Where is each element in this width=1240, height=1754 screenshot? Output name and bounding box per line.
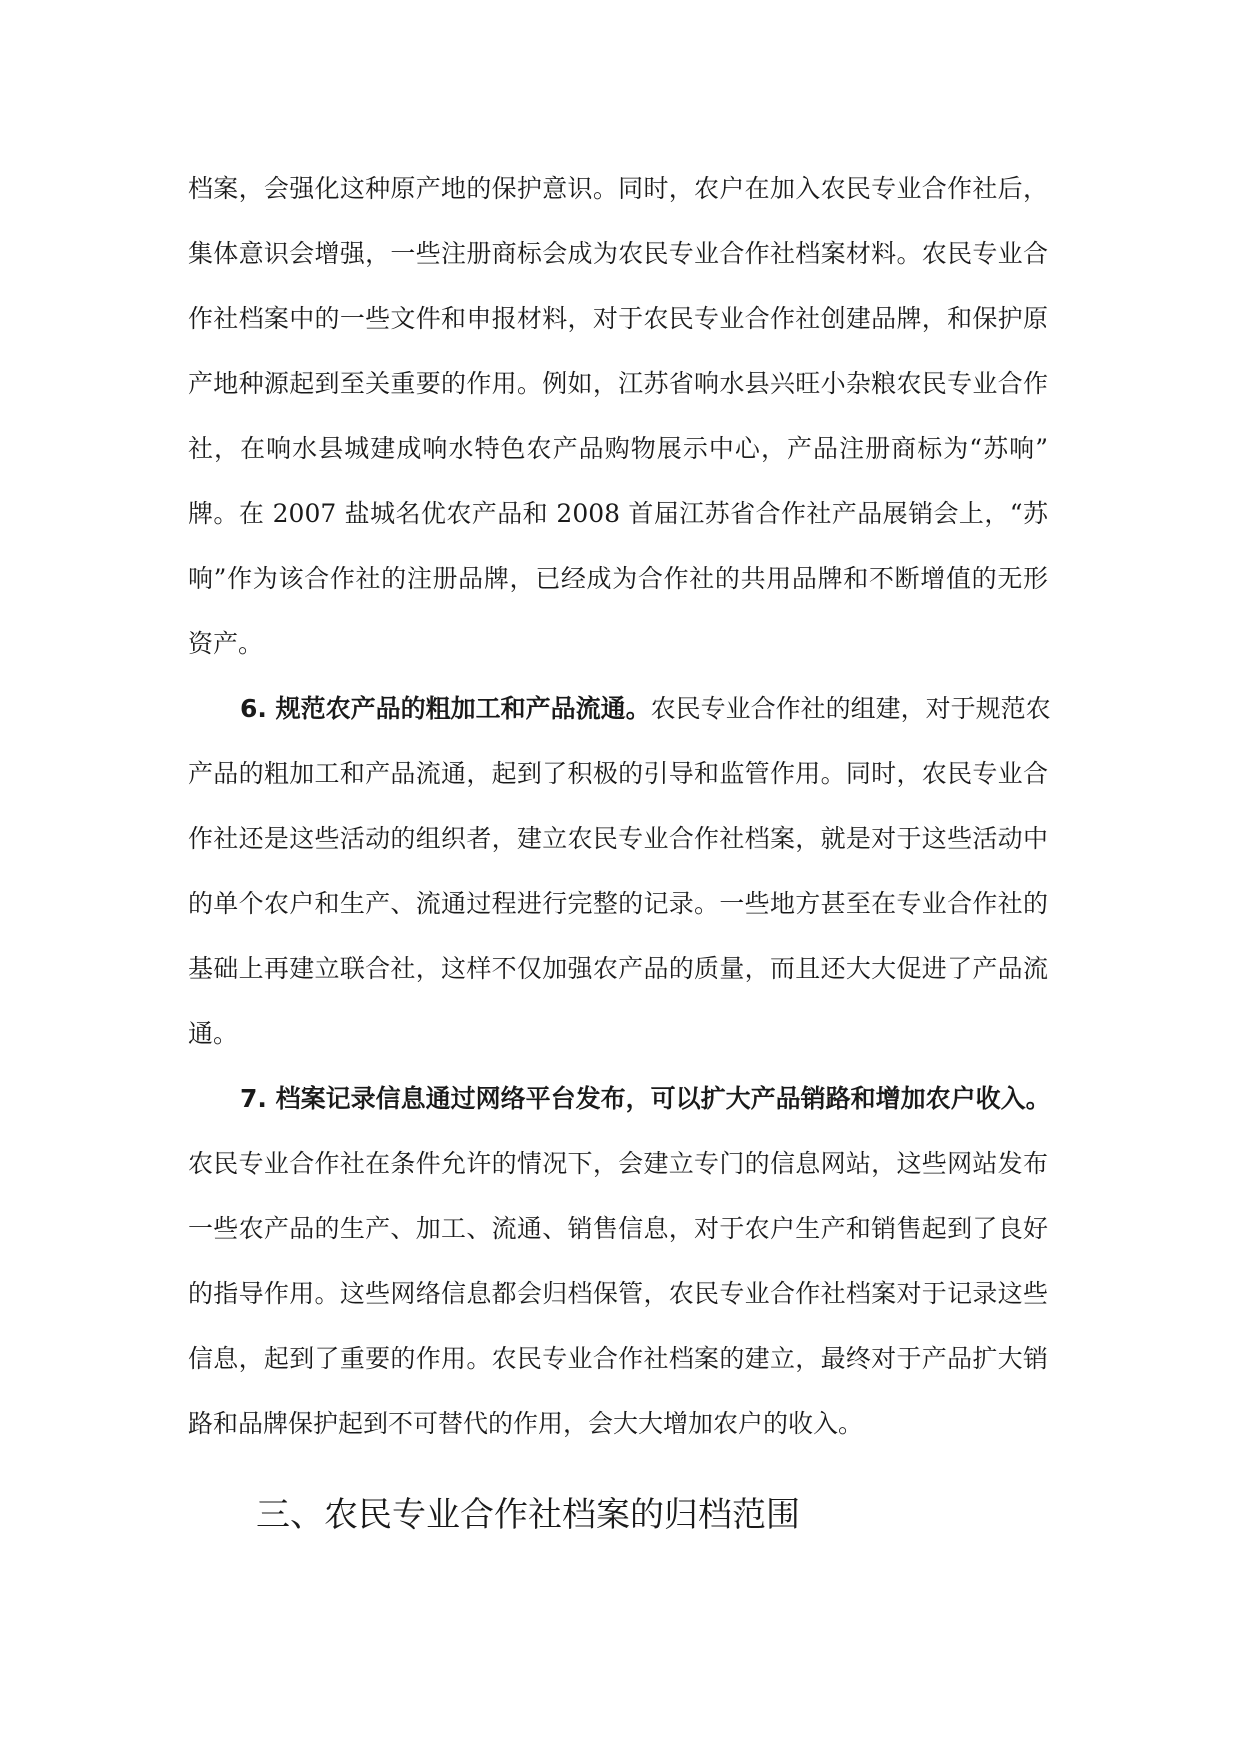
para1-line-2: 集体意识会增强，一些注册商标会成为农民专业合作社档案材料。农民专业合	[188, 239, 1048, 268]
para7-line-2: 农民专业合作社在条件允许的情况下，会建立专门的信息网站，这些网站发布	[188, 1149, 1048, 1178]
para7-title: 7. 档案记录信息通过网络平台发布，可以扩大产品销路和增加农户收入。	[240, 1084, 1051, 1113]
para6-line-6: 通。	[188, 1019, 239, 1048]
para1-line-5: 社，在响水县城建成响水特色农产品购物展示中心，产品注册商标为“苏响”	[188, 434, 1048, 463]
para1-line-6: 牌。在 2007 盐城名优农产品和 2008 首届江苏省合作社产品展销会上，“苏	[188, 499, 1048, 528]
para6-title: 6. 规范农产品的粗加工和产品流通。	[240, 694, 651, 723]
para1-line-4: 产地种源起到至关重要的作用。例如，江苏省响水县兴旺小杂粮农民专业合作	[188, 369, 1048, 398]
para6-first-line-rest: 农民专业合作社的组建，对于规范农	[650, 694, 1051, 723]
section-heading: 三、农民专业合作社档案的归档范围	[256, 1495, 800, 1535]
para6-first-line	[240, 692, 1051, 726]
para6-line-2: 产品的粗加工和产品流通，起到了积极的引导和监管作用。同时，农民专业合	[188, 759, 1048, 788]
para1-line-1: 档案，会强化这种原产地的保护意识。同时，农户在加入农民专业合作社后，	[188, 174, 1048, 203]
para1-line-8: 资产。	[188, 629, 264, 658]
para7-line-3: 一些农产品的生产、加工、流通、销售信息，对于农户生产和销售起到了良好	[188, 1214, 1048, 1243]
para7-line-4: 的指导作用。这些网络信息都会归档保管，农民专业合作社档案对于记录这些	[188, 1279, 1048, 1308]
para6-line-5: 基础上再建立联合社，这样不仅加强农产品的质量，而且还大大促进了产品流	[188, 954, 1048, 983]
para1-line-3: 作社档案中的一些文件和申报材料，对于农民专业合作社创建品牌，和保护原	[188, 304, 1048, 333]
para6-line-3: 作社还是这些活动的组织者，建立农民专业合作社档案，就是对于这些活动中	[188, 824, 1048, 853]
para7-title-line	[240, 1082, 1051, 1116]
para1-line-7: 响”作为该合作社的注册品牌，已经成为合作社的共用品牌和不断增值的无形	[188, 564, 1048, 593]
para7-line-5: 信息，起到了重要的作用。农民专业合作社档案的建立，最终对于产品扩大销	[188, 1344, 1048, 1373]
para6-line-4: 的单个农户和生产、流通过程进行完整的记录。一些地方甚至在专业合作社的	[188, 889, 1048, 918]
para7-line-6: 路和品牌保护起到不可替代的作用，会大大增加农户的收入。	[188, 1409, 864, 1438]
